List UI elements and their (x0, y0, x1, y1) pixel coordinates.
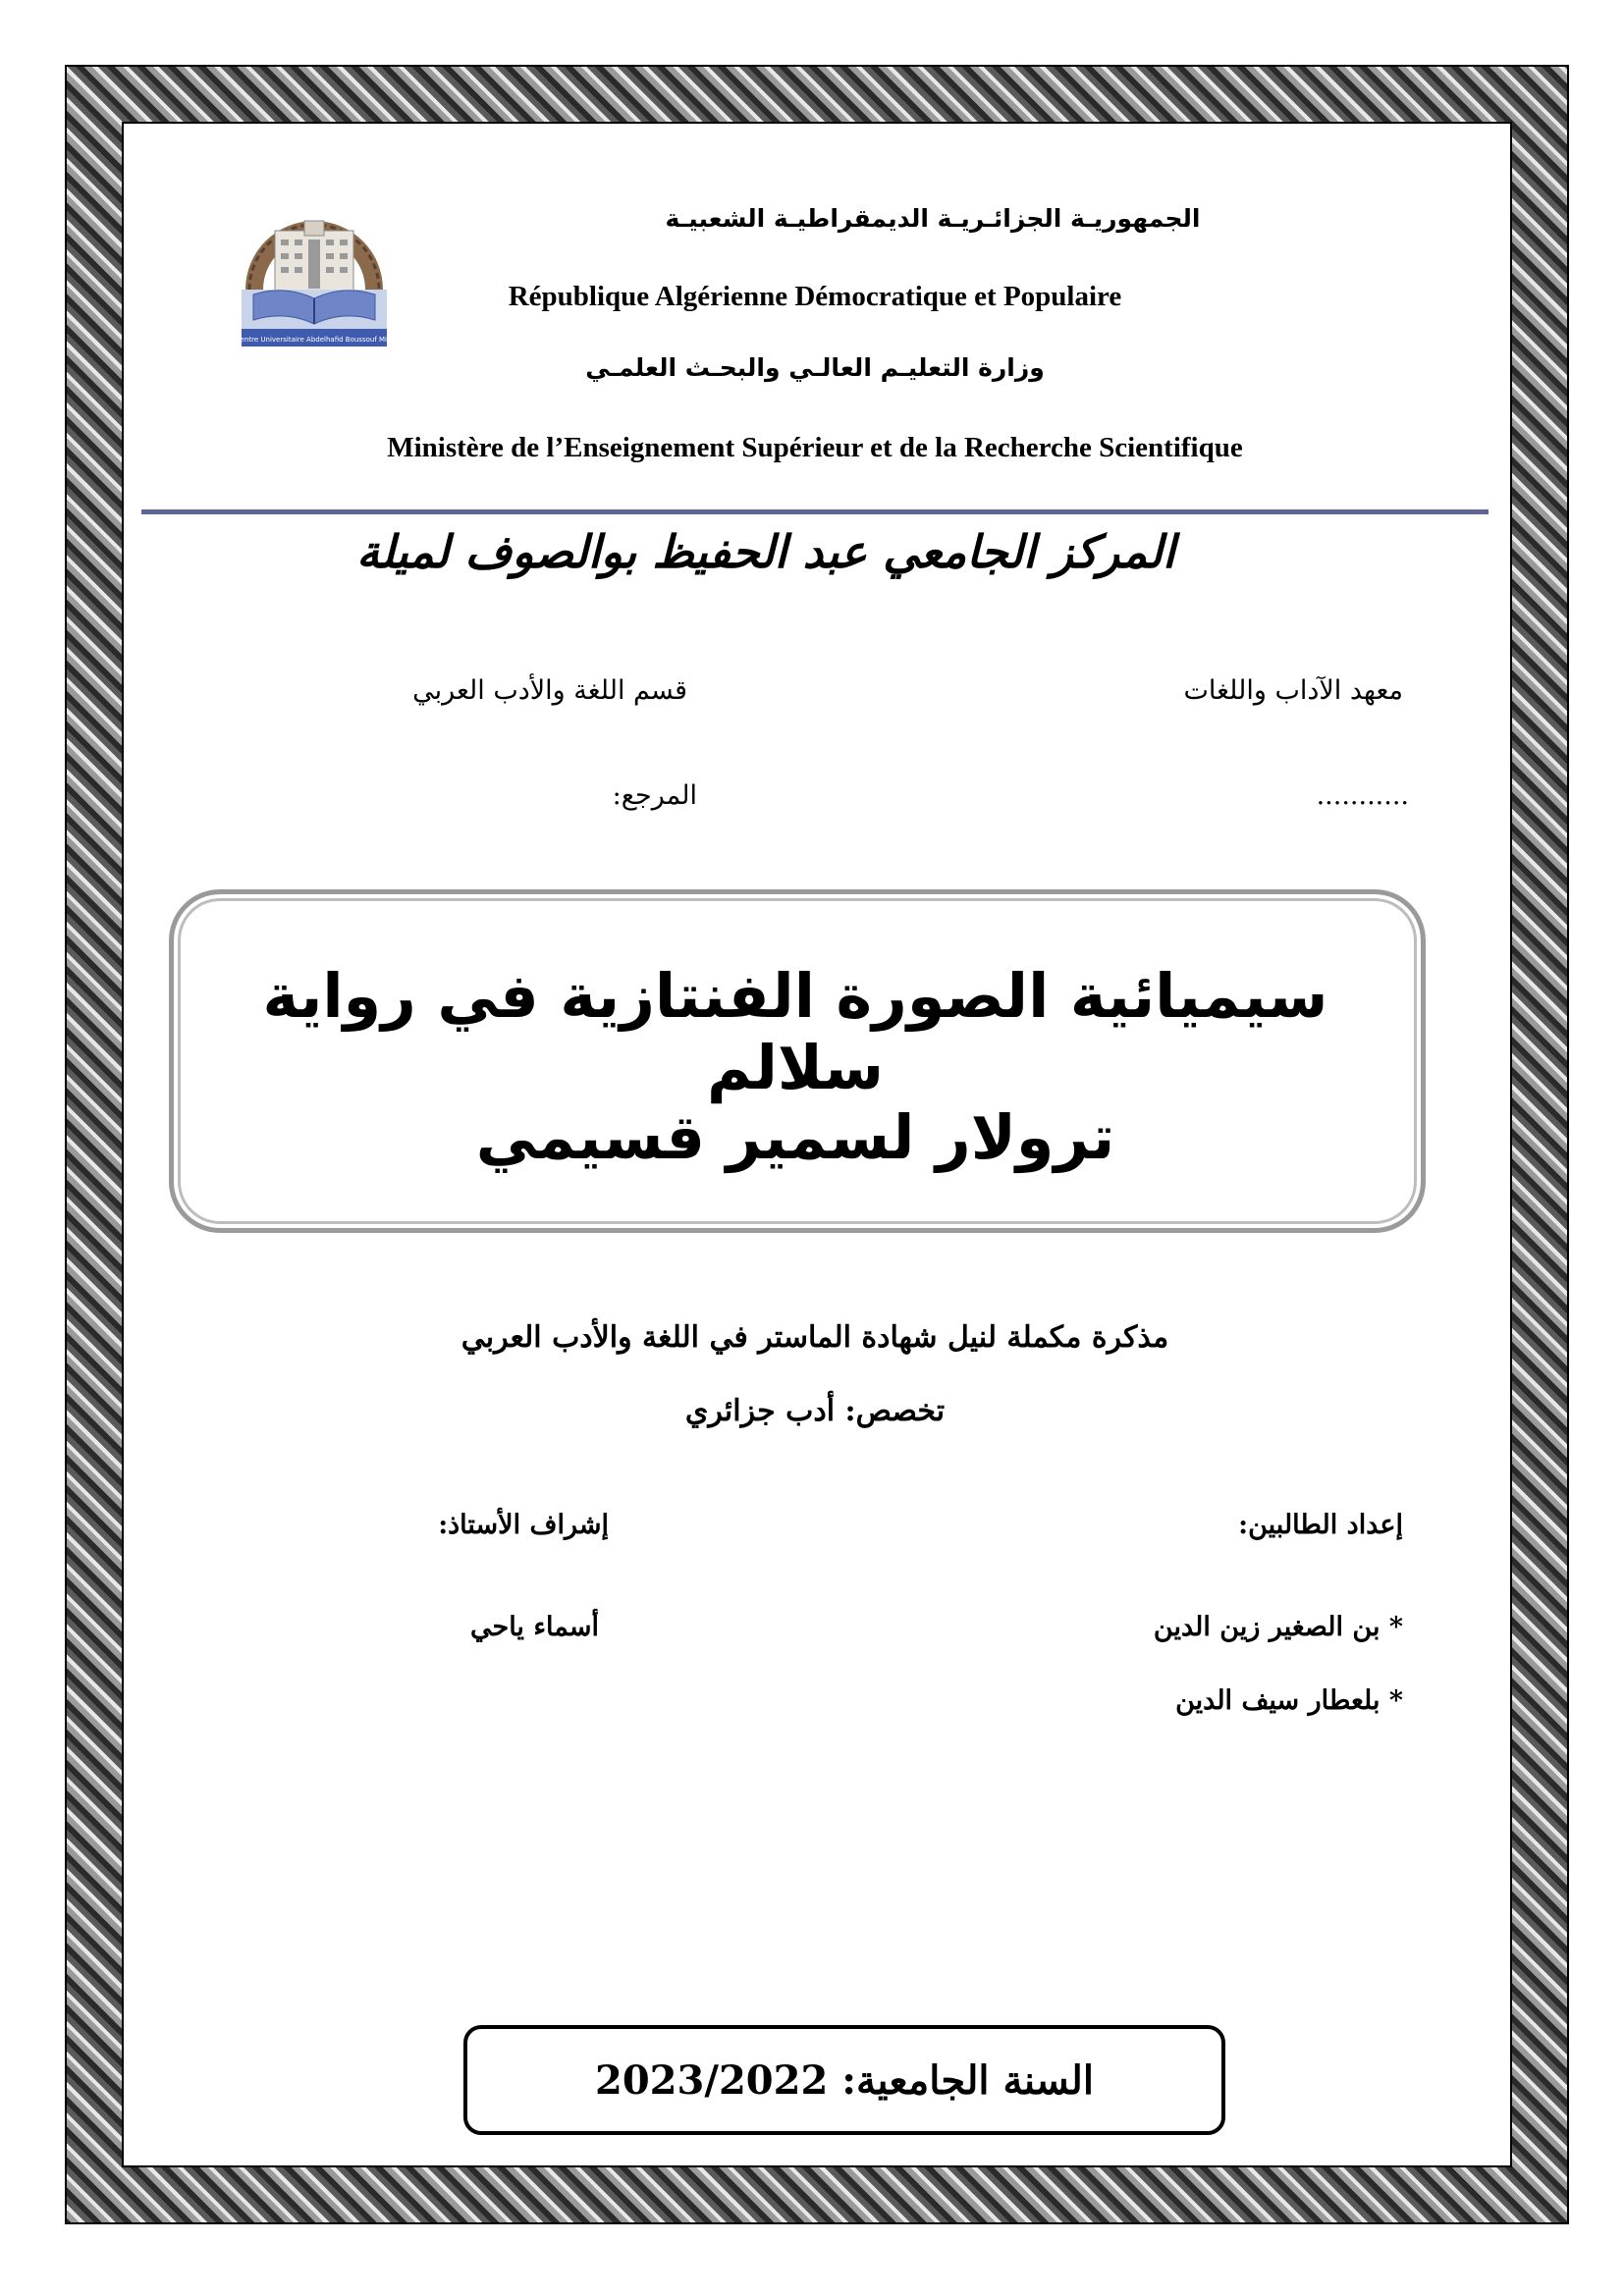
student-1: * بن الصغير زين الدين (1153, 1612, 1403, 1642)
title-line-1: سيميائية الصورة الفنتازية في رواية سلالم (262, 960, 1328, 1103)
department-label: قسم اللغة والأدب العربي (412, 675, 687, 706)
supervisor-name: أسماء ياحي (470, 1612, 599, 1642)
academic-year-label: السنة الجامعية: (841, 2057, 1094, 2104)
students-label: إعداد الطالبين: (1238, 1510, 1403, 1540)
thesis-specialty: تخصص: أدب جزائري (684, 1394, 946, 1428)
title-line-2: ترولار لسمير قسيمي (475, 1101, 1115, 1173)
logo-caption: Centre Universitaire Abdelhafid Boussouf Mila (236, 336, 393, 344)
reference-label: المرجع: (612, 780, 697, 811)
header-divider (141, 509, 1489, 514)
ministry-french: Ministère de l’Enseignement Supérieur et de la Recherche Scientifique (387, 432, 1243, 463)
thesis-purpose: مذكرة مكملة لنيل شهادة الماستر في اللغة والأدب العربي (460, 1320, 1169, 1355)
republic-french: République Algérienne Démocratique et Populaire (508, 281, 1122, 312)
student-2: * بلعطار سيف الدين (1175, 1685, 1403, 1716)
institute-label: معهد الآداب واللغات (1183, 675, 1403, 706)
ministry-arabic: وزارة التعليـم العالـي والبحـث العلمـي (585, 353, 1045, 382)
institution-name: المركز الجامعي عبد الحفيظ بوالصوف لميلة (356, 525, 1175, 578)
academic-year (491, 2057, 1198, 2104)
supervisor-label: إشراف الأستاذ: (438, 1510, 609, 1540)
academic-year-value: 2023/2022 (595, 2057, 829, 2104)
republic-arabic: الجمهوريـة الجزائـريـة الديمقراطيـة الشعبيـة (665, 204, 1201, 233)
reference-dots: ........... (1316, 780, 1409, 811)
university-logo (236, 196, 393, 358)
